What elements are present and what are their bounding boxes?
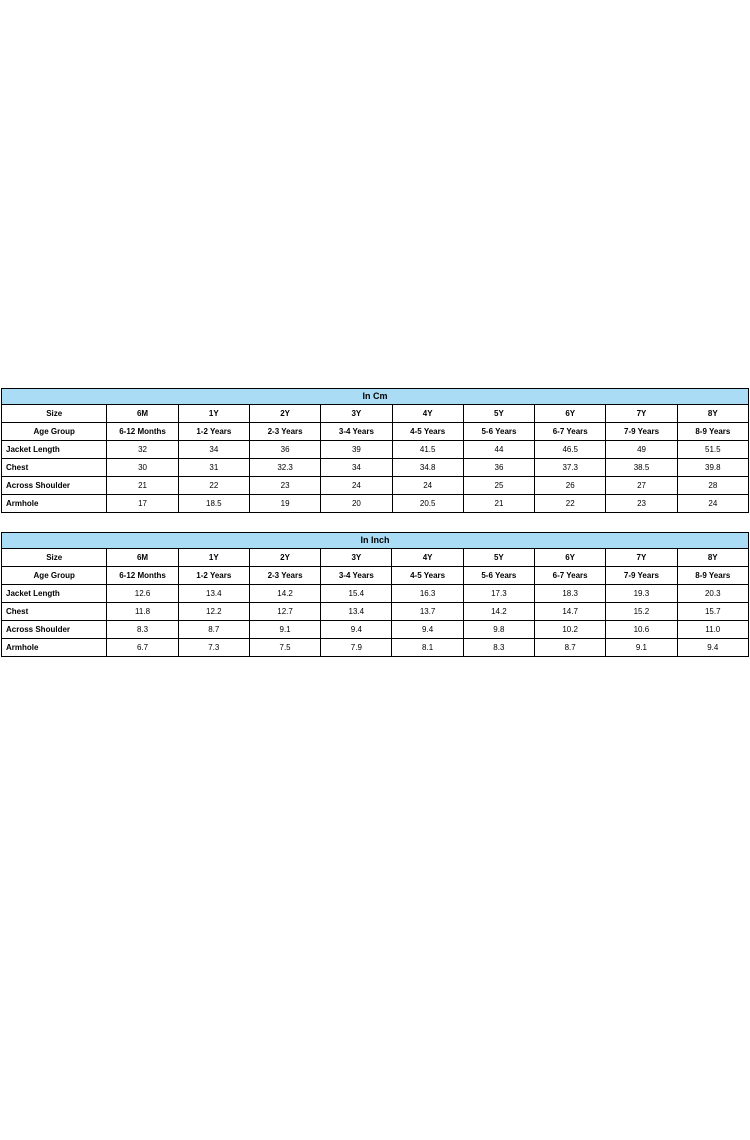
unit-header-row <box>2 389 749 405</box>
size-header-cell: 2Y <box>249 405 320 423</box>
measurement-value: 9.1 <box>249 621 320 639</box>
measurement-value: 51.5 <box>677 441 748 459</box>
measurement-label: Jacket Length <box>2 585 107 603</box>
size-table-cm-container <box>1 388 749 513</box>
measurement-value: 25 <box>463 477 534 495</box>
age-group-cell: 2-3 Years <box>249 567 320 585</box>
measurement-value: 10.6 <box>606 621 677 639</box>
measurement-label: Chest <box>2 603 107 621</box>
measurement-value: 11.0 <box>677 621 748 639</box>
age-group-row-label: Age Group <box>2 567 107 585</box>
size-header-cell: 6M <box>107 405 178 423</box>
age-group-cell: 2-3 Years <box>249 423 320 441</box>
measurement-value: 9.1 <box>606 639 677 657</box>
age-group-cell: 8-9 Years <box>677 567 748 585</box>
measurement-value: 6.7 <box>107 639 178 657</box>
measurement-value: 12.7 <box>249 603 320 621</box>
size-header-row <box>2 405 749 423</box>
age-group-cell: 5-6 Years <box>463 423 534 441</box>
measurement-value: 22 <box>535 495 606 513</box>
size-header-cell: 8Y <box>677 549 748 567</box>
table-row <box>2 621 749 639</box>
measurement-value: 8.1 <box>392 639 463 657</box>
measurement-value: 13.7 <box>392 603 463 621</box>
size-header-cell: 2Y <box>249 549 320 567</box>
unit-header-cell: In Inch <box>2 533 749 549</box>
size-table-cm <box>1 388 749 513</box>
measurement-value: 19 <box>249 495 320 513</box>
measurement-value: 8.7 <box>535 639 606 657</box>
measurement-value: 8.7 <box>178 621 249 639</box>
age-group-cell: 4-5 Years <box>392 423 463 441</box>
measurement-label: Chest <box>2 459 107 477</box>
age-group-cell: 1-2 Years <box>178 567 249 585</box>
measurement-value: 13.4 <box>178 585 249 603</box>
measurement-value: 22 <box>178 477 249 495</box>
size-table-cm-body <box>2 389 749 513</box>
measurement-value: 12.6 <box>107 585 178 603</box>
age-group-cell: 3-4 Years <box>321 423 392 441</box>
size-header-cell: 7Y <box>606 549 677 567</box>
unit-header-cell: In Cm <box>2 389 749 405</box>
age-group-cell: 8-9 Years <box>677 423 748 441</box>
measurement-value: 20.3 <box>677 585 748 603</box>
measurement-value: 8.3 <box>463 639 534 657</box>
measurement-value: 11.8 <box>107 603 178 621</box>
size-header-cell: 3Y <box>321 549 392 567</box>
measurement-value: 34 <box>178 441 249 459</box>
size-header-cell: 7Y <box>606 405 677 423</box>
measurement-value: 17 <box>107 495 178 513</box>
measurement-value: 32 <box>107 441 178 459</box>
age-group-cell: 1-2 Years <box>178 423 249 441</box>
size-header-cell: 4Y <box>392 405 463 423</box>
size-header-cell: 6M <box>107 549 178 567</box>
table-row <box>2 585 749 603</box>
age-group-cell: 6-7 Years <box>535 567 606 585</box>
measurement-value: 18.3 <box>535 585 606 603</box>
measurement-value: 21 <box>463 495 534 513</box>
measurement-value: 36 <box>463 459 534 477</box>
measurement-value: 49 <box>606 441 677 459</box>
size-header-cell: 4Y <box>392 549 463 567</box>
size-header-cell: 1Y <box>178 405 249 423</box>
size-row-label: Size <box>2 405 107 423</box>
measurement-value: 24 <box>677 495 748 513</box>
size-table-inch <box>1 532 749 657</box>
age-group-cell: 6-7 Years <box>535 423 606 441</box>
age-group-cell: 5-6 Years <box>463 567 534 585</box>
age-group-cell: 4-5 Years <box>392 567 463 585</box>
measurement-value: 7.9 <box>321 639 392 657</box>
measurement-value: 23 <box>249 477 320 495</box>
measurement-value: 15.7 <box>677 603 748 621</box>
measurement-value: 16.3 <box>392 585 463 603</box>
measurement-label: Across Shoulder <box>2 477 107 495</box>
measurement-value: 15.2 <box>606 603 677 621</box>
measurement-value: 30 <box>107 459 178 477</box>
size-table-inch-container <box>1 532 749 657</box>
measurement-value: 19.3 <box>606 585 677 603</box>
measurement-value: 10.2 <box>535 621 606 639</box>
size-row-label: Size <box>2 549 107 567</box>
measurement-value: 34 <box>321 459 392 477</box>
table-row <box>2 477 749 495</box>
size-header-cell: 8Y <box>677 405 748 423</box>
measurement-value: 38.5 <box>606 459 677 477</box>
measurement-value: 24 <box>321 477 392 495</box>
size-table-inch-body <box>2 533 749 657</box>
measurement-value: 31 <box>178 459 249 477</box>
table-row <box>2 495 749 513</box>
unit-header-row <box>2 533 749 549</box>
measurement-value: 9.4 <box>321 621 392 639</box>
table-row <box>2 441 749 459</box>
measurement-value: 28 <box>677 477 748 495</box>
table-row <box>2 603 749 621</box>
age-group-cell: 6-12 Months <box>107 423 178 441</box>
age-group-row <box>2 423 749 441</box>
measurement-value: 39 <box>321 441 392 459</box>
measurement-value: 9.4 <box>677 639 748 657</box>
size-header-cell: 5Y <box>463 549 534 567</box>
measurement-value: 24 <box>392 477 463 495</box>
table-row <box>2 459 749 477</box>
measurement-value: 21 <box>107 477 178 495</box>
measurement-value: 13.4 <box>321 603 392 621</box>
measurement-value: 23 <box>606 495 677 513</box>
measurement-value: 37.3 <box>535 459 606 477</box>
measurement-value: 18.5 <box>178 495 249 513</box>
measurement-value: 15.4 <box>321 585 392 603</box>
measurement-label: Across Shoulder <box>2 621 107 639</box>
measurement-value: 20 <box>321 495 392 513</box>
age-group-row-label: Age Group <box>2 423 107 441</box>
measurement-value: 14.7 <box>535 603 606 621</box>
measurement-value: 26 <box>535 477 606 495</box>
measurement-value: 7.5 <box>249 639 320 657</box>
measurement-value: 12.2 <box>178 603 249 621</box>
measurement-label: Armhole <box>2 495 107 513</box>
measurement-value: 27 <box>606 477 677 495</box>
age-group-cell: 6-12 Months <box>107 567 178 585</box>
measurement-value: 39.8 <box>677 459 748 477</box>
age-group-row <box>2 567 749 585</box>
size-header-cell: 1Y <box>178 549 249 567</box>
size-header-row <box>2 549 749 567</box>
measurement-label: Jacket Length <box>2 441 107 459</box>
measurement-value: 44 <box>463 441 534 459</box>
age-group-cell: 3-4 Years <box>321 567 392 585</box>
measurement-value: 36 <box>249 441 320 459</box>
measurement-value: 14.2 <box>249 585 320 603</box>
measurement-label: Armhole <box>2 639 107 657</box>
size-header-cell: 5Y <box>463 405 534 423</box>
measurement-value: 17.3 <box>463 585 534 603</box>
size-header-cell: 6Y <box>535 549 606 567</box>
measurement-value: 7.3 <box>178 639 249 657</box>
size-header-cell: 6Y <box>535 405 606 423</box>
measurement-value: 14.2 <box>463 603 534 621</box>
measurement-value: 34.8 <box>392 459 463 477</box>
age-group-cell: 7-9 Years <box>606 423 677 441</box>
measurement-value: 41.5 <box>392 441 463 459</box>
age-group-cell: 7-9 Years <box>606 567 677 585</box>
size-header-cell: 3Y <box>321 405 392 423</box>
measurement-value: 46.5 <box>535 441 606 459</box>
measurement-value: 32.3 <box>249 459 320 477</box>
measurement-value: 9.4 <box>392 621 463 639</box>
measurement-value: 9.8 <box>463 621 534 639</box>
measurement-value: 8.3 <box>107 621 178 639</box>
measurement-value: 20.5 <box>392 495 463 513</box>
table-row <box>2 639 749 657</box>
